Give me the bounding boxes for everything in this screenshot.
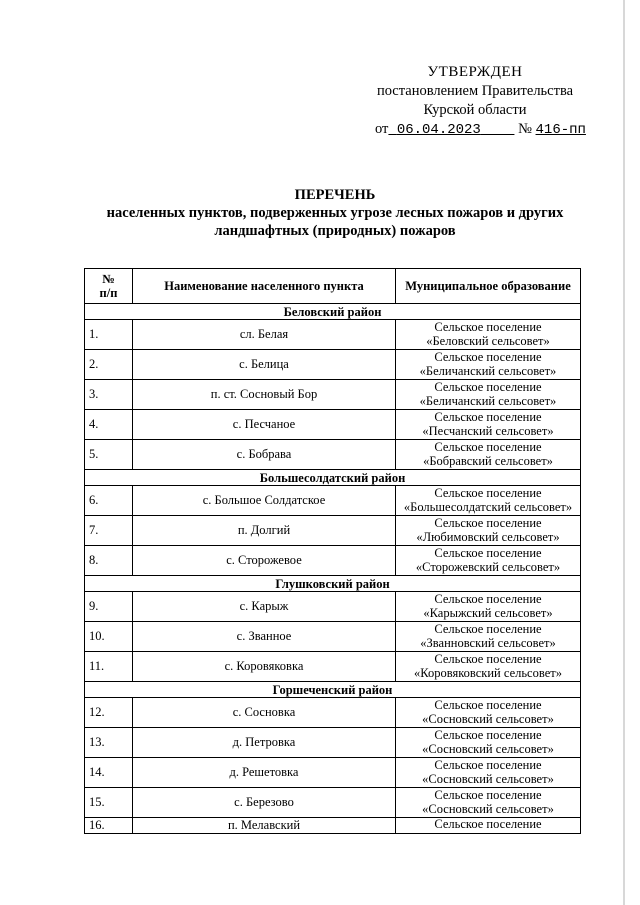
settlement-name: с. Березово	[133, 788, 396, 818]
row-number: 13.	[85, 728, 133, 758]
row-number: 5.	[85, 440, 133, 470]
approval-stamp	[355, 63, 595, 140]
settlement-name: с. Большое Солдатское	[133, 486, 396, 516]
municipality-cell	[396, 486, 581, 516]
municipality-cell	[396, 818, 581, 834]
municipality-type: Сельское поселение	[434, 546, 542, 560]
municipality-cell	[396, 652, 581, 682]
document-title	[80, 186, 590, 240]
table-row	[85, 758, 581, 788]
approval-line-1: постановлением Правительства	[376, 83, 574, 99]
row-number: 16.	[85, 818, 133, 834]
approval-line-2: Курской области	[423, 102, 527, 118]
row-number: 6.	[85, 486, 133, 516]
district-row	[85, 576, 581, 592]
settlement-name: с. Званное	[133, 622, 396, 652]
approval-number: 416-пп	[535, 122, 586, 138]
municipality-type: Сельское поселение	[434, 728, 542, 742]
page-edge-line	[623, 0, 625, 905]
table-row	[85, 788, 581, 818]
municipality-type: Сельское поселение	[434, 380, 542, 394]
district-row	[85, 304, 581, 320]
table-header-row	[85, 269, 581, 304]
approval-date-line	[355, 120, 595, 140]
municipality-name: «Любимовский сельсовет»	[416, 529, 560, 544]
municipality-name: «Большесолдатский сельсовет»	[403, 499, 573, 514]
municipality-name: «Сторожевский сельсовет»	[415, 559, 561, 574]
settlement-name: сл. Белая	[133, 320, 396, 350]
header-municipality: Муниципальное образование	[396, 269, 581, 304]
municipality-type: Сельское поселение	[434, 652, 542, 666]
table-row	[85, 486, 581, 516]
municipality-name: «Сосновский сельсовет»	[422, 711, 554, 726]
table-body	[85, 304, 581, 834]
row-number: 4.	[85, 410, 133, 440]
municipality-type: Сельское поселение	[434, 622, 542, 636]
settlements-table	[84, 268, 581, 834]
table-row	[85, 350, 581, 380]
date-prefix: от	[375, 121, 389, 137]
table-row	[85, 440, 581, 470]
row-number: 10.	[85, 622, 133, 652]
row-number: 14.	[85, 758, 133, 788]
row-number: 2.	[85, 350, 133, 380]
municipality-name: «Карыжский сельсовет»	[423, 605, 553, 620]
settlement-name: с. Бобрава	[133, 440, 396, 470]
settlement-name: п. ст. Сосновый Бор	[133, 380, 396, 410]
table-row	[85, 592, 581, 622]
settlement-name: с. Коровяковка	[133, 652, 396, 682]
table-row	[85, 698, 581, 728]
settlement-name: с. Сторожевое	[133, 546, 396, 576]
settlement-name: п. Мелавский	[133, 818, 396, 834]
municipality-type: Сельское поселение	[434, 320, 542, 334]
municipality-name: «Бобравский сельсовет»	[423, 453, 553, 468]
settlement-name: д. Петровка	[133, 728, 396, 758]
row-number: 15.	[85, 788, 133, 818]
municipality-cell	[396, 728, 581, 758]
header-number: № п/п	[85, 269, 133, 304]
district-name: Беловский район	[85, 304, 581, 320]
settlement-name: с. Песчаное	[133, 410, 396, 440]
municipality-name: «Беличанский сельсовет»	[419, 393, 557, 408]
title-line-3: ландшафтных (природных) пожаров	[214, 223, 456, 239]
table-row	[85, 320, 581, 350]
row-number: 1.	[85, 320, 133, 350]
municipality-name: «Званновский сельсовет»	[420, 635, 556, 650]
municipality-type: Сельское поселение	[434, 410, 542, 424]
municipality-cell	[396, 788, 581, 818]
title-line-2: населенных пунктов, подверженных угрозе лесных пожаров и других	[106, 205, 564, 221]
municipality-type: Сельское поселение	[434, 440, 542, 454]
district-row	[85, 682, 581, 698]
municipality-type: Сельское поселение	[434, 592, 542, 606]
table-row	[85, 410, 581, 440]
table-row	[85, 652, 581, 682]
approval-date: 06.04.2023	[396, 122, 481, 138]
municipality-name: «Беловский сельсовет»	[426, 333, 550, 348]
municipality-cell	[396, 380, 581, 410]
municipality-name: «Беличанский сельсовет»	[419, 363, 557, 378]
row-number: 11.	[85, 652, 133, 682]
municipality-cell	[396, 320, 581, 350]
district-name: Глушковский район	[85, 576, 581, 592]
table-row	[85, 516, 581, 546]
row-number: 9.	[85, 592, 133, 622]
table-row	[85, 380, 581, 410]
municipality-name: «Песчанский сельсовет»	[422, 423, 554, 438]
table-row	[85, 622, 581, 652]
row-number: 8.	[85, 546, 133, 576]
settlement-name: с. Белица	[133, 350, 396, 380]
district-name: Большесолдатский район	[85, 470, 581, 486]
settlement-name: с. Сосновка	[133, 698, 396, 728]
municipality-cell	[396, 622, 581, 652]
municipality-name: «Сосновский сельсовет»	[422, 801, 554, 816]
row-number: 7.	[85, 516, 133, 546]
row-number: 12.	[85, 698, 133, 728]
municipality-cell	[396, 698, 581, 728]
settlement-name: с. Карыж	[133, 592, 396, 622]
district-row	[85, 470, 581, 486]
municipality-cell	[396, 516, 581, 546]
municipality-type: Сельское поселение	[434, 486, 542, 500]
table-row	[85, 546, 581, 576]
approval-heading: УТВЕРЖДЕН	[427, 64, 523, 80]
settlement-name: п. Долгий	[133, 516, 396, 546]
municipality-name: «Сосновский сельсовет»	[422, 741, 554, 756]
number-prefix: №	[518, 121, 532, 137]
municipality-cell	[396, 546, 581, 576]
municipality-cell	[396, 758, 581, 788]
municipality-type: Сельское поселение	[434, 788, 542, 802]
municipality-name: «Сосновский сельсовет»	[422, 771, 554, 786]
municipality-cell	[396, 440, 581, 470]
municipality-type: Сельское поселение	[434, 516, 542, 530]
municipality-cell	[396, 410, 581, 440]
municipality-cell	[396, 350, 581, 380]
title-line-1: ПЕРЕЧЕНЬ	[294, 187, 376, 203]
municipality-name: «Коровяковский сельсовет»	[414, 665, 562, 680]
municipality-type: Сельское поселение	[434, 698, 542, 712]
municipality-cell	[396, 592, 581, 622]
district-name: Горшеченский район	[85, 682, 581, 698]
municipality-type: Сельское поселение	[434, 817, 542, 831]
table-row	[85, 728, 581, 758]
municipality-type: Сельское поселение	[434, 758, 542, 772]
settlement-name: д. Решетовка	[133, 758, 396, 788]
header-settlement-name: Наименование населенного пункта	[133, 269, 396, 304]
municipality-type: Сельское поселение	[434, 350, 542, 364]
row-number: 3.	[85, 380, 133, 410]
table-row	[85, 818, 581, 834]
